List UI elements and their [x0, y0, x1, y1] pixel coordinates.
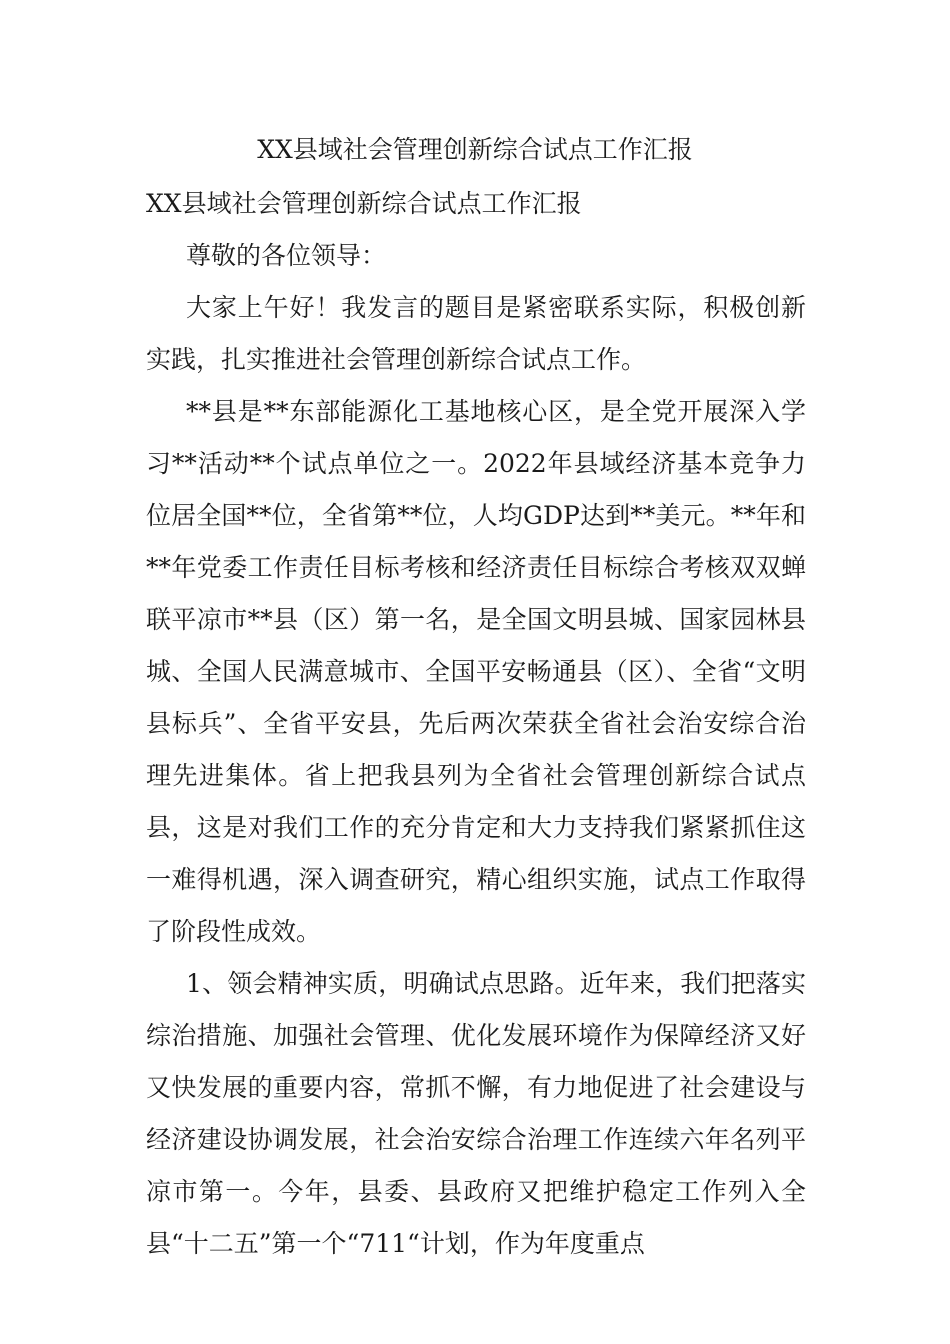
paragraph-county-intro: **县是**东部能源化工基地核心区，是全党开展深入学习**活动**个试点单位之一。2022年县域经济基本竞争力位居全国**位，全省第**位，人均GDP达到**美元。**年和**年党委工作责任目标考核和经济责任目标综合考核双双蝉联平凉市**县（区）第一名，是全国文明县城、国家园林县城、全国人民满意城市、全国平安畅通县（区）、全省“文明县标兵”、全省平安县，先后两次荣获全省社会治安综合治理先进集体。省上把我县列为全省社会管理创新综合试点县，这是对我们工作的充分肯定和大力支持我们紧紧抓住这一难得机遇，深入调查研究，精心组织实施，试点工作取得了阶段性成效。 [146, 397, 806, 946]
document-body [146, 178, 806, 1270]
greeting: 尊敬的各位领导： [186, 241, 387, 270]
paragraph-opening: 大家上午好！我发言的题目是紧密联系实际，积极创新实践，扎实推进社会管理创新综合试点工作。 [146, 293, 806, 374]
document-title: XX县域社会管理创新综合试点工作汇报 [257, 135, 693, 164]
document-subtitle: XX县域社会管理创新综合试点工作汇报 [146, 189, 582, 218]
paragraph-section-1: 1、领会精神实质，明确试点思路。近年来，我们把落实综治措施、加强社会管理、优化发展环境作为保障经济又好又快发展的重要内容，常抓不懈，有力地促进了社会建设与经济建设协调发展，社会治安综合治理工作连续六年名列平凉市第一。今年，县委、县政府又把维护稳定工作列入全县“十二五”第一个“711“计划，作为年度重点 [146, 969, 806, 1258]
